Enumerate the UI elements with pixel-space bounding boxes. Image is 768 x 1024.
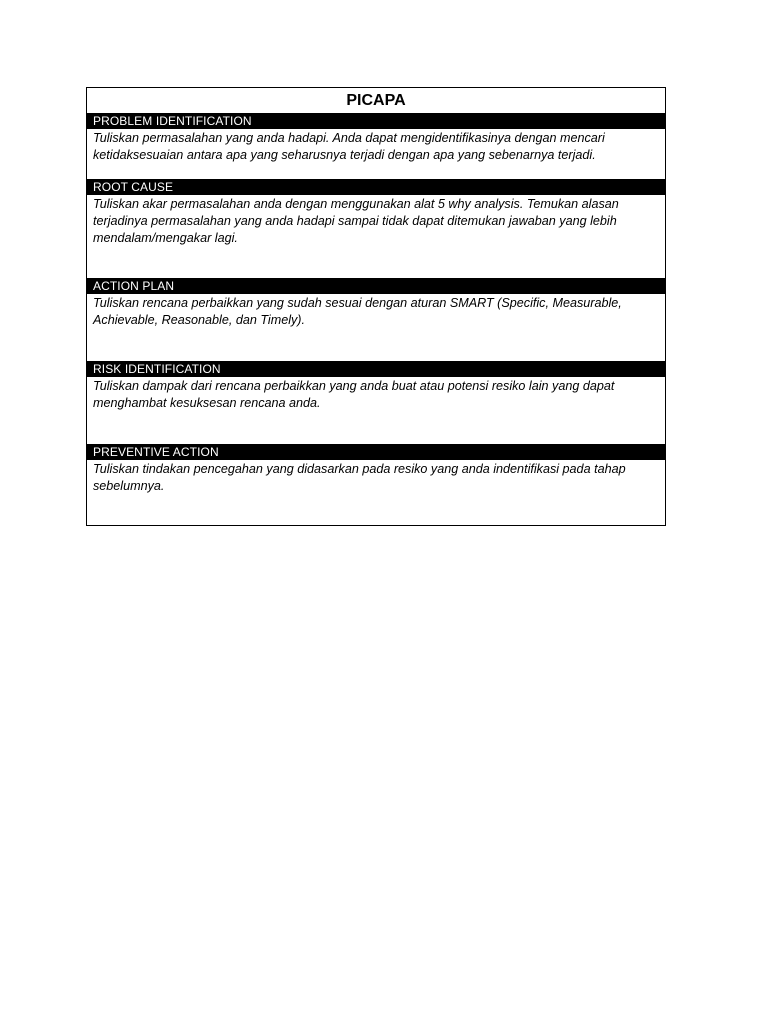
section-header-root-cause: ROOT CAUSE (87, 179, 665, 195)
section-header-preventive-action: PREVENTIVE ACTION (87, 444, 665, 460)
section-body-action-plan[interactable]: Tuliskan rencana perbaikkan yang sudah sesuai dengan aturan SMART (Specific, Measurable, Achievable, Reasonable, dan Timely). (93, 296, 622, 327)
section-header-problem-identification: PROBLEM IDENTIFICATION (87, 113, 665, 129)
section-body-root-cause[interactable]: Tuliskan akar permasalahan anda dengan menggunakan alat 5 why analysis. Temukan alasan terjadinya permasalahan yang anda hadapi sampai tidak dapat ditemukan jawaban yang lebih mendalam/mengakar lagi. (93, 197, 619, 245)
section-body-preventive-action[interactable]: Tuliskan tindakan pencegahan yang didasarkan pada resiko yang anda indentifikasi pada tahap sebelumnya. (93, 462, 626, 493)
section-body-risk-identification[interactable]: Tuliskan dampak dari rencana perbaikkan yang anda buat atau potensi resiko lain yang dapat menghambat kesuksesan rencana anda. (93, 379, 615, 410)
section-header-risk-identification: RISK IDENTIFICATION (87, 361, 665, 377)
form-title: PICAPA (346, 92, 406, 109)
picapa-form (86, 87, 666, 526)
section-body-problem-identification[interactable]: Tuliskan permasalahan yang anda hadapi. Anda dapat mengidentifikasinya dengan mencari ketidaksesuaian antara apa yang seharusnya terjadi dengan apa yang sebenarnya terjadi. (93, 131, 605, 162)
section-header-action-plan: ACTION PLAN (87, 278, 665, 294)
